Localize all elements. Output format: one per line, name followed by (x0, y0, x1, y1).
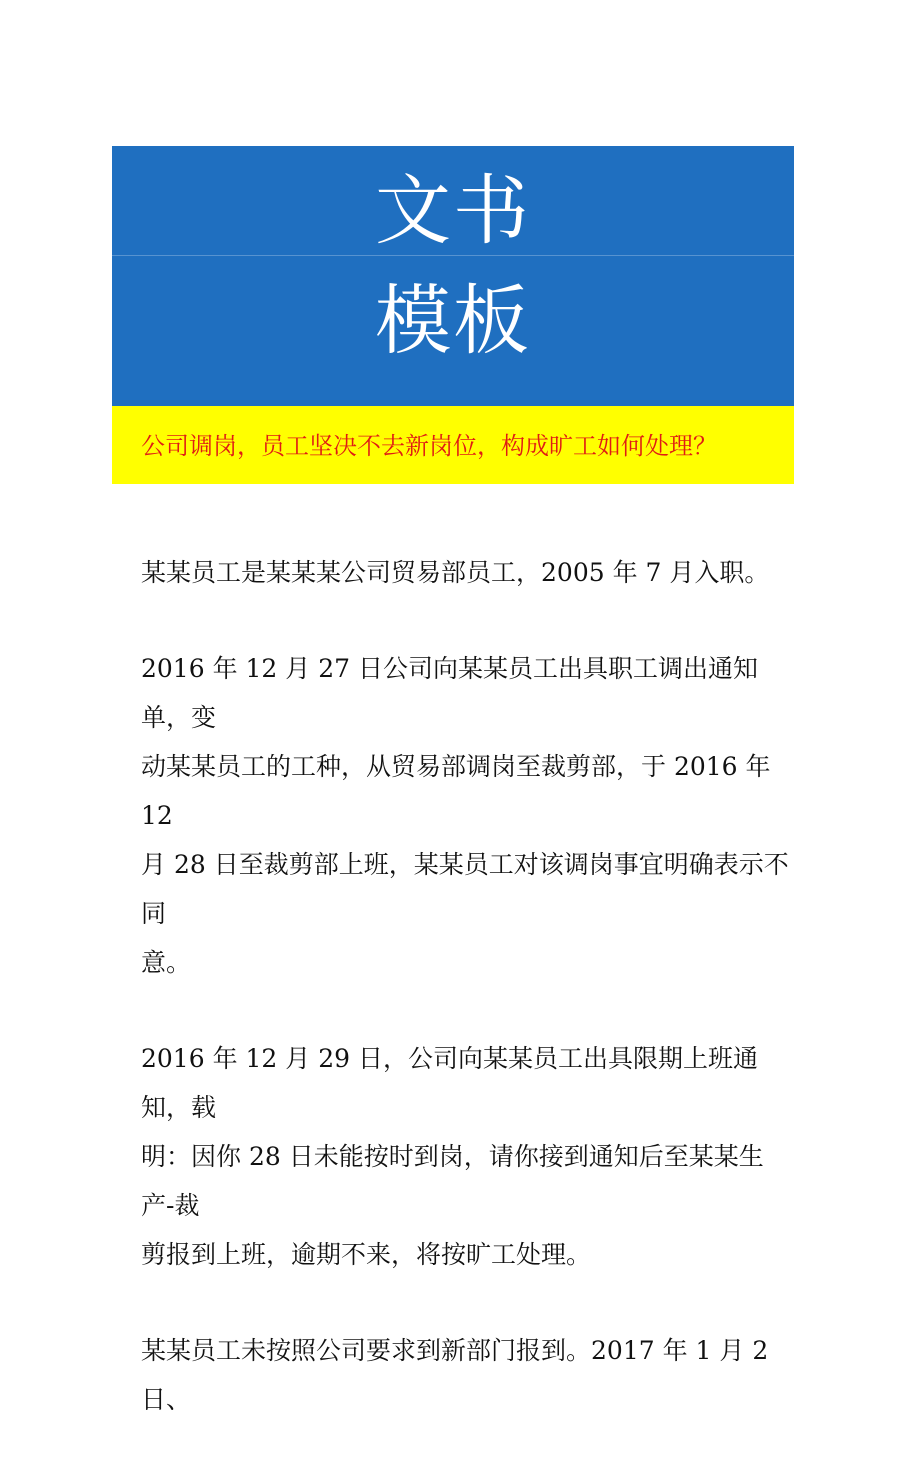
banner-title-line-1: 文书 (375, 166, 531, 255)
paragraph-4: 某某员工未按照公司要求到新部门报到。2017 年 1 月 2 日、 (141, 1336, 769, 1414)
paragraph-1: 某某员工是某某某公司贸易部员工，2005 年 7 月入职。 (141, 558, 770, 587)
title-banner (112, 146, 794, 406)
banner-title-line-2: 模板 (375, 276, 531, 365)
paragraph-3: 2016 年 12 月 29 日，公司向某某员工出具限期上班通知，载 明：因你 28 日未能按时到岗，请你接到通知后至某某生产-裁 剪报到上班，逾期不来，将按旷工处理。 (141, 1044, 764, 1269)
subtitle-bar (112, 406, 794, 484)
document-subtitle: 公司调岗，员工坚决不去新岗位，构成旷工如何处理？ (141, 432, 717, 460)
paragraph-2: 2016 年 12 月 27 日公司向某某员工出具职工调出通知单，变 动某某员工的工种，从贸易部调岗至裁剪部，于 2016 年 12 月 28 日至裁剪部上班，某某员工对该调岗事宜明确表示不同 意。 (141, 654, 789, 977)
document-body (141, 548, 791, 1471)
